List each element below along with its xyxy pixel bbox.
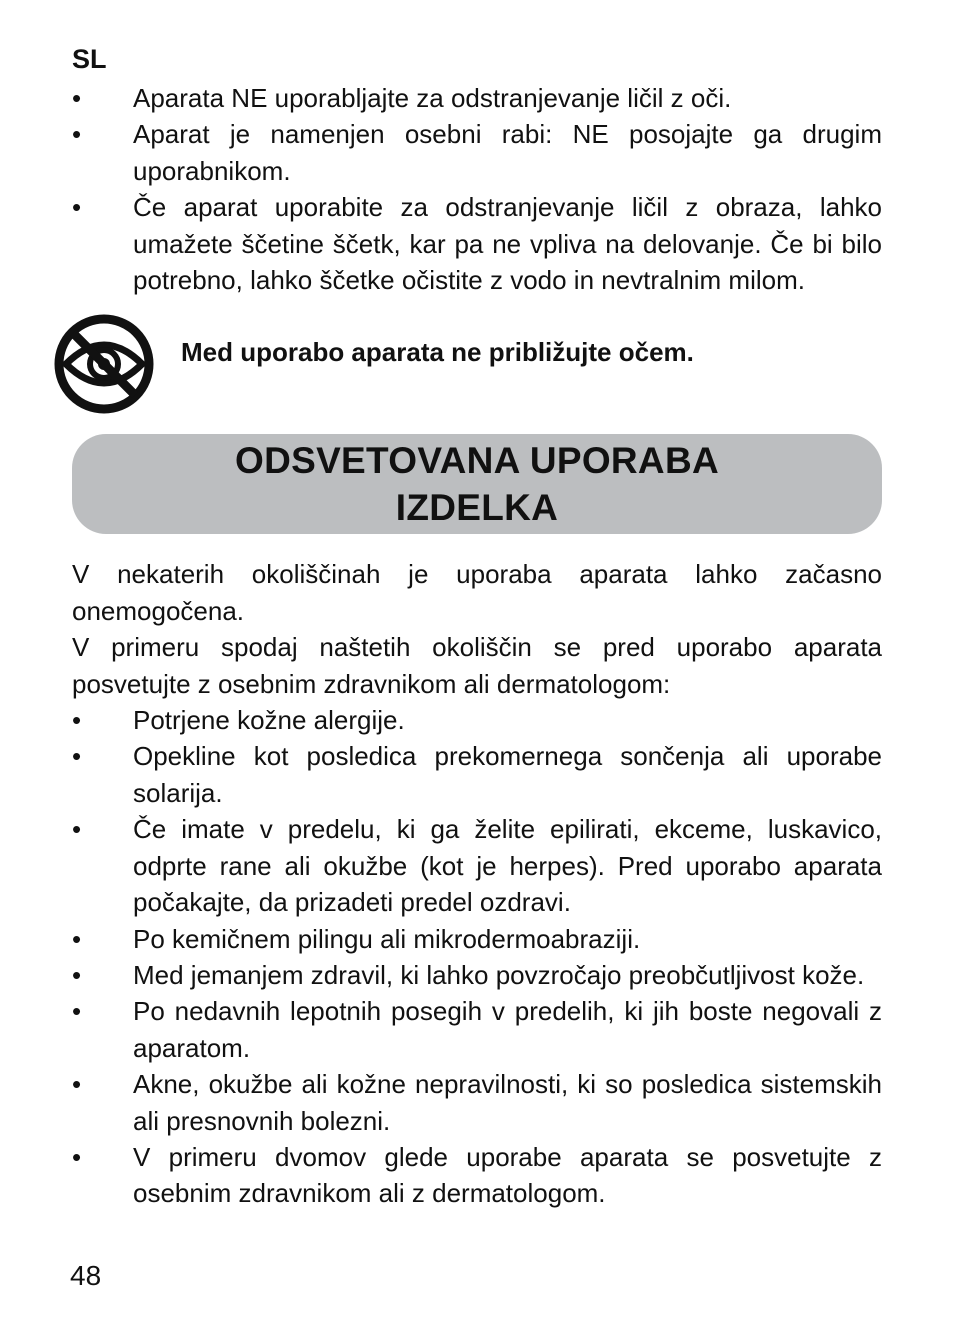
section-title-line-2: IZDELKA [395, 487, 559, 529]
page-number: 48 [70, 1260, 102, 1291]
list-item-text: Po kemičnem pilingu ali mikrodermoabraziji. [133, 923, 641, 954]
list-item [72, 811, 882, 920]
list-item [72, 957, 882, 993]
document-page [72, 38, 882, 1212]
list-item [72, 1139, 882, 1212]
list-item-text: Aparata NE uporabljajte za odstranjevanje ličil z oči. [133, 83, 732, 113]
warning-block [72, 312, 882, 424]
list-item [72, 993, 882, 1066]
list-item-text: V primeru dvomov glede uporabe aparata se posvetujte z osebnim zdravnikom ali z dermatologom. [133, 1141, 882, 1209]
bullet: • [72, 83, 82, 113]
list-item [72, 1066, 882, 1139]
list-item [72, 921, 882, 957]
bullet: • [72, 814, 82, 845]
language-code: SL [72, 44, 107, 74]
bullet: • [72, 996, 82, 1027]
warning-text: Med uporabo aparata ne približujte očem. [181, 337, 694, 368]
bullet: • [72, 923, 82, 954]
list-item-text: Med jemanjem zdravil, ki lahko povzročajo preobčutljivost kože. [133, 959, 865, 990]
bullet: • [72, 1141, 82, 1172]
list-item-text: Če aparat uporabite za odstranjevanje ličil z obraza, lahko umažete ščetine ščetk, kar pa ne vpliva na delovanje. Če bi bilo potrebno, lahko ščetke očistite z vodo in nevtralnim milom. [133, 192, 882, 296]
list-item-text: Po nedavnih lepotnih posegih v predelih, ki jih boste negovali z aparatom. [133, 996, 882, 1063]
list-item-text: Akne, okužbe ali kožne nepravilnosti, ki so posledica sistemskih ali presnovnih bolezni. [133, 1069, 882, 1136]
intro-paragraph: V nekaterih okoliščinah je uporaba aparata lahko začasno onemogočena. [72, 559, 882, 626]
list-item [72, 80, 882, 116]
top-bullet-list [72, 80, 882, 298]
list-item-text: Opekline kot posledica prekomernega sončenja ali uporabe solarija. [133, 741, 882, 808]
section-title-line-1: ODSVETOVANA UPORABA [234, 440, 719, 482]
bullet: • [72, 1069, 82, 1100]
bullet: • [72, 119, 82, 150]
advice-paragraph: V primeru spodaj naštetih okoliščin se pred uporabo aparata posvetujte z osebnim zdravnikom ali dermatologom: [72, 632, 882, 699]
section-banner [72, 434, 882, 534]
list-item [72, 116, 882, 189]
bullet: • [72, 741, 82, 772]
contraindication-list [72, 702, 882, 1212]
list-item [72, 702, 882, 738]
bullet: • [72, 192, 82, 223]
bullet: • [72, 959, 82, 990]
list-item [72, 738, 882, 811]
list-item-text: Potrjene kožne alergije. [133, 705, 405, 736]
list-item-text: Če imate v predelu, ki ga želite epilirati, ekceme, luskavico, odprte rane ali okužbe (kot je herpes). Pred uporabo aparata počakajte, da prizadeti predel ozdravi. [133, 814, 882, 918]
list-item-text: Aparat je namenjen osebni rabi: NE posojajte ga drugim uporabnikom. [133, 119, 882, 186]
bullet: • [72, 705, 82, 736]
no-eyes-icon [52, 312, 156, 416]
list-item [72, 189, 882, 298]
